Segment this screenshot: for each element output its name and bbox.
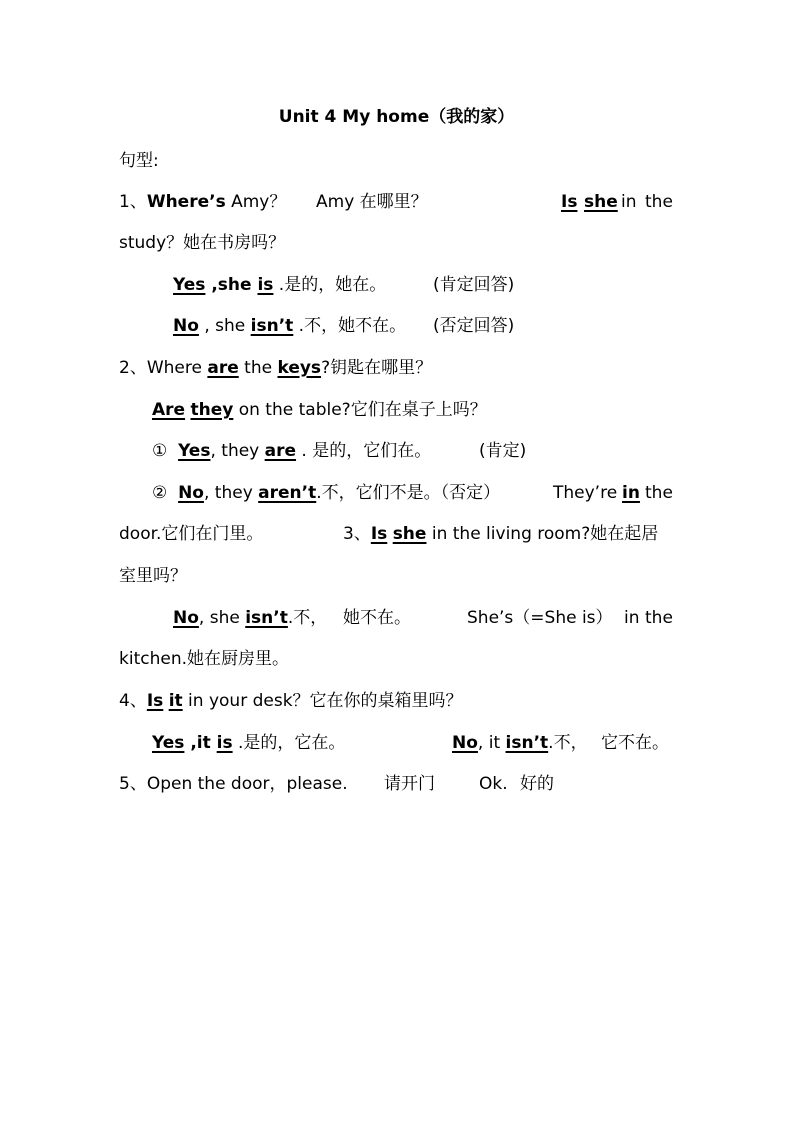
- s2-are: are: [207, 358, 239, 378]
- s2-a1-are: are: [264, 441, 297, 461]
- s1-q2-is: Is: [561, 192, 578, 212]
- s1-isnt: isn’t: [250, 316, 294, 336]
- s4-no-cn: 它不在。: [601, 733, 669, 753]
- s2-keys: keys: [277, 358, 322, 378]
- s1-q2-she: she: [584, 192, 618, 212]
- s1-question-line: [119, 190, 286, 214]
- s2-question2: Are they on the table?它们在桌子上吗？: [152, 400, 487, 420]
- s3-no: No: [173, 608, 199, 628]
- s3-question: 3、Is she in the living room?她在起居: [343, 524, 659, 544]
- s3-shes: She’s（=She is）: [467, 608, 613, 628]
- s4-it: it: [168, 691, 183, 711]
- s1-number: 1、: [119, 192, 147, 212]
- s4-yes-is: is: [216, 733, 233, 753]
- s3-is: Is: [370, 524, 388, 544]
- s3-kitchen-line: kitchen.她在厨房里。: [119, 649, 289, 669]
- s2-in: in: [622, 483, 640, 503]
- s1-amy: Amy？: [225, 192, 287, 212]
- page-title: Unit 4 My home（我的家）: [278, 107, 515, 127]
- s3-she: she: [392, 524, 427, 544]
- s3-the: the: [645, 608, 673, 628]
- s1-no-answer: No , she isn’t .不，她不在。: [173, 316, 407, 336]
- s4-no-answer: No, it isn’t.不，: [452, 733, 588, 753]
- s4-yes-answer: Yes ,it is .是的，它在。: [152, 733, 346, 753]
- s2-arent: aren’t: [258, 483, 317, 503]
- s2-door-line: door.它们在门里。: [119, 524, 264, 544]
- s2-answer2: ② No, they aren’t.不，它们不是。（否定）: [152, 483, 501, 503]
- s4-no: No: [452, 733, 478, 753]
- s1-is: is: [257, 275, 274, 295]
- s3-question-line2: 室里吗？: [119, 566, 187, 586]
- s1-yes-note: (肯定回答): [433, 275, 515, 295]
- s1-q2-line2: study？她在书房吗？: [119, 233, 286, 253]
- s2-the: the: [645, 483, 673, 503]
- s1-no-note: (否定回答): [433, 316, 515, 336]
- s2-yes: Yes: [178, 441, 211, 461]
- s4-isnt: isn’t: [505, 733, 549, 753]
- s2-question: 2、Where are the keys?钥匙在哪里？: [119, 358, 433, 378]
- s1-where: Where’s: [146, 192, 226, 212]
- s4-question: 4、Is it in your desk？它在你的桌箱里吗？: [119, 691, 463, 711]
- s3-in: in: [624, 608, 640, 628]
- s2-no: No: [178, 483, 204, 503]
- s1-q2-in: in: [621, 192, 637, 212]
- s5-ok: Ok.: [479, 774, 508, 794]
- s4-yes: Yes: [152, 733, 185, 753]
- s2-answer1-note: (肯定): [479, 441, 527, 461]
- s1-q2-the: the: [645, 192, 673, 212]
- s1-question-cn: Amy 在哪里？: [316, 192, 428, 212]
- s3-answer: No, she isn’t.不，: [173, 608, 328, 628]
- s1-yes-answer: Yes ,she is .是的，她在。: [173, 275, 387, 295]
- s1-no: No: [173, 316, 199, 336]
- s5-text: 5、Open the door，please.: [119, 774, 348, 794]
- s3-answer-cn: 她不在。: [343, 608, 411, 628]
- s4-is: Is: [146, 691, 164, 711]
- s1-yes: Yes: [173, 275, 206, 295]
- s2-answer1: ① Yes, they are . 是的，它们在。: [152, 441, 432, 461]
- s5-cn2: 好的: [520, 774, 554, 794]
- s2-q2-they: they: [190, 400, 234, 420]
- s5-cn1: 请开门: [384, 774, 435, 794]
- s2-theyre: They’re: [553, 483, 618, 503]
- s2-q2-are: Are: [152, 400, 186, 420]
- s3-isnt: isn’t: [245, 608, 288, 628]
- section-heading: 句型:: [119, 151, 159, 171]
